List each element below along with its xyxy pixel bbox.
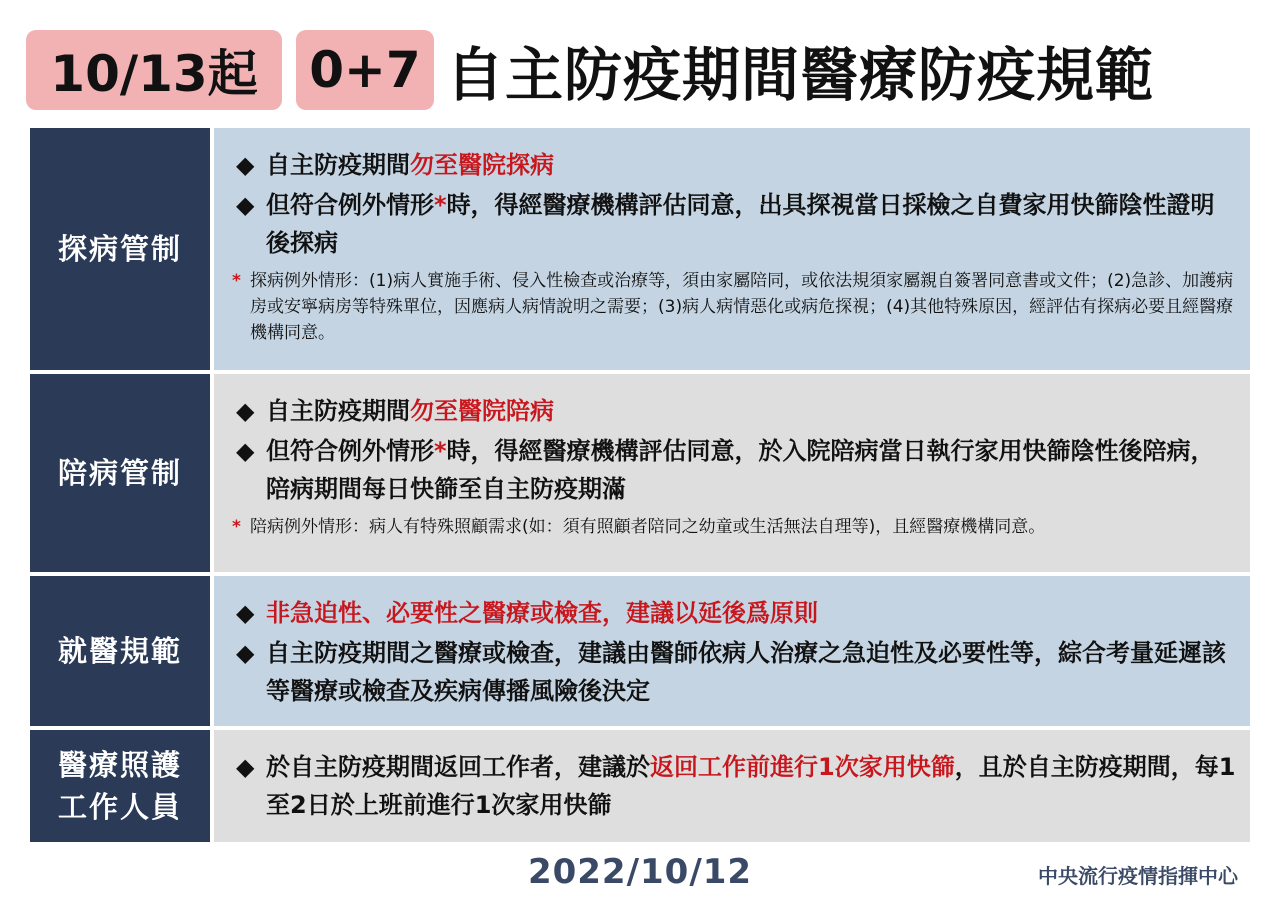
bullet-text: 自主防疫期間勿至醫院探病 <box>266 151 554 179</box>
category-label: 醫療照護工作人員 <box>30 730 210 842</box>
section-content <box>214 128 1250 370</box>
header <box>0 0 1280 120</box>
bullet-item: ◆ 自主防疫期間之醫療或檢查，建議由醫師依病人治療之急迫性及必要性等，綜合考量延遲該等醫療或檢查及疾病傳播風險後決定 <box>236 639 1226 705</box>
bullet-text: 非急迫性、必要性之醫療或檢查，建議以延後爲原則 <box>266 599 818 627</box>
section-accompanying <box>30 374 1250 572</box>
bullet-text: 但符合例外情形*時，得經醫療機構評估同意，於入院陪病當日執行家用快篩陰性後陪病，陪病期間每日快篩至自主防疫期滿 <box>266 437 1215 503</box>
section-healthcare-workers <box>30 730 1250 842</box>
bullet-item: ◆ 自主防疫期間勿至醫院陪病 <box>236 397 554 425</box>
footer-date: 2022/10/12 <box>527 852 753 892</box>
bullet-item: ◆ 自主防疫期間勿至醫院探病 <box>236 151 554 179</box>
section-medical-care <box>30 576 1250 726</box>
bullet-text: 自主防疫期間勿至醫院陪病 <box>266 397 554 425</box>
section-content <box>214 576 1250 726</box>
section-visiting <box>30 128 1250 370</box>
category-label: 陪病管制 <box>30 374 210 572</box>
section-content <box>214 374 1250 572</box>
bullet-text: 但符合例外情形*時，得經醫療機構評估同意，出具探視當日採檢之自費家用快篩陰性證明後探病 <box>266 191 1215 257</box>
bullet-item: ◆ 於自主防疫期間返回工作者，建議於返回工作前進行1次家用快篩，且於自主防疫期間，每1至2日於上班前進行1次家用快篩 <box>236 753 1236 819</box>
footer-organization: 中央流行疫情指揮中心 <box>1038 864 1238 888</box>
rule-pill: 0+7 <box>296 30 434 110</box>
star-icon: * <box>232 271 241 291</box>
bullet-item: ◆ 非急迫性、必要性之醫療或檢查，建議以延後爲原則 <box>236 599 818 627</box>
exception-note: * 探病例外情形：(1)病人實施手術、侵入性檢查或治療等，須由家屬陪同，或依法規須家屬親自簽署同意書或文件；(2)急診、加護病房或安寧病房等特殊單位，因應病人病情說明之需要；(3)病人病情惡化或病危探視；(4)其他特殊原因，經評估有探病必要且經醫療機構同意。 <box>232 268 1236 346</box>
page-title: 自主防疫期間醫療防疫規範 <box>446 41 1155 109</box>
bullet-item: ◆ 但符合例外情形*時，得經醫療機構評估同意，於入院陪病當日執行家用快篩陰性後陪病，陪病期間每日快篩至自主防疫期滿 <box>236 437 1215 503</box>
section-content <box>214 730 1250 842</box>
star-icon: * <box>232 517 241 537</box>
bullet-text: 自主防疫期間之醫療或檢查，建議由醫師依病人治療之急迫性及必要性等，綜合考量延遲該等醫療或檢查及疾病傳播風險後決定 <box>266 639 1226 705</box>
exception-note: * 陪病例外情形：病人有特殊照顧需求(如：須有照顧者陪同之幼童或生活無法自理等)，且經醫療機構同意。 <box>232 514 1236 540</box>
date-pill: 10/13起 <box>26 30 282 110</box>
category-label: 探病管制 <box>30 128 210 370</box>
category-label: 就醫規範 <box>30 576 210 726</box>
bullet-item: ◆ 但符合例外情形*時，得經醫療機構評估同意，出具探視當日採檢之自費家用快篩陰性證明後探病 <box>236 191 1215 257</box>
bullet-text: 於自主防疫期間返回工作者，建議於返回工作前進行1次家用快篩，且於自主防疫期間，每1至2日於上班前進行1次家用快篩 <box>266 753 1236 819</box>
